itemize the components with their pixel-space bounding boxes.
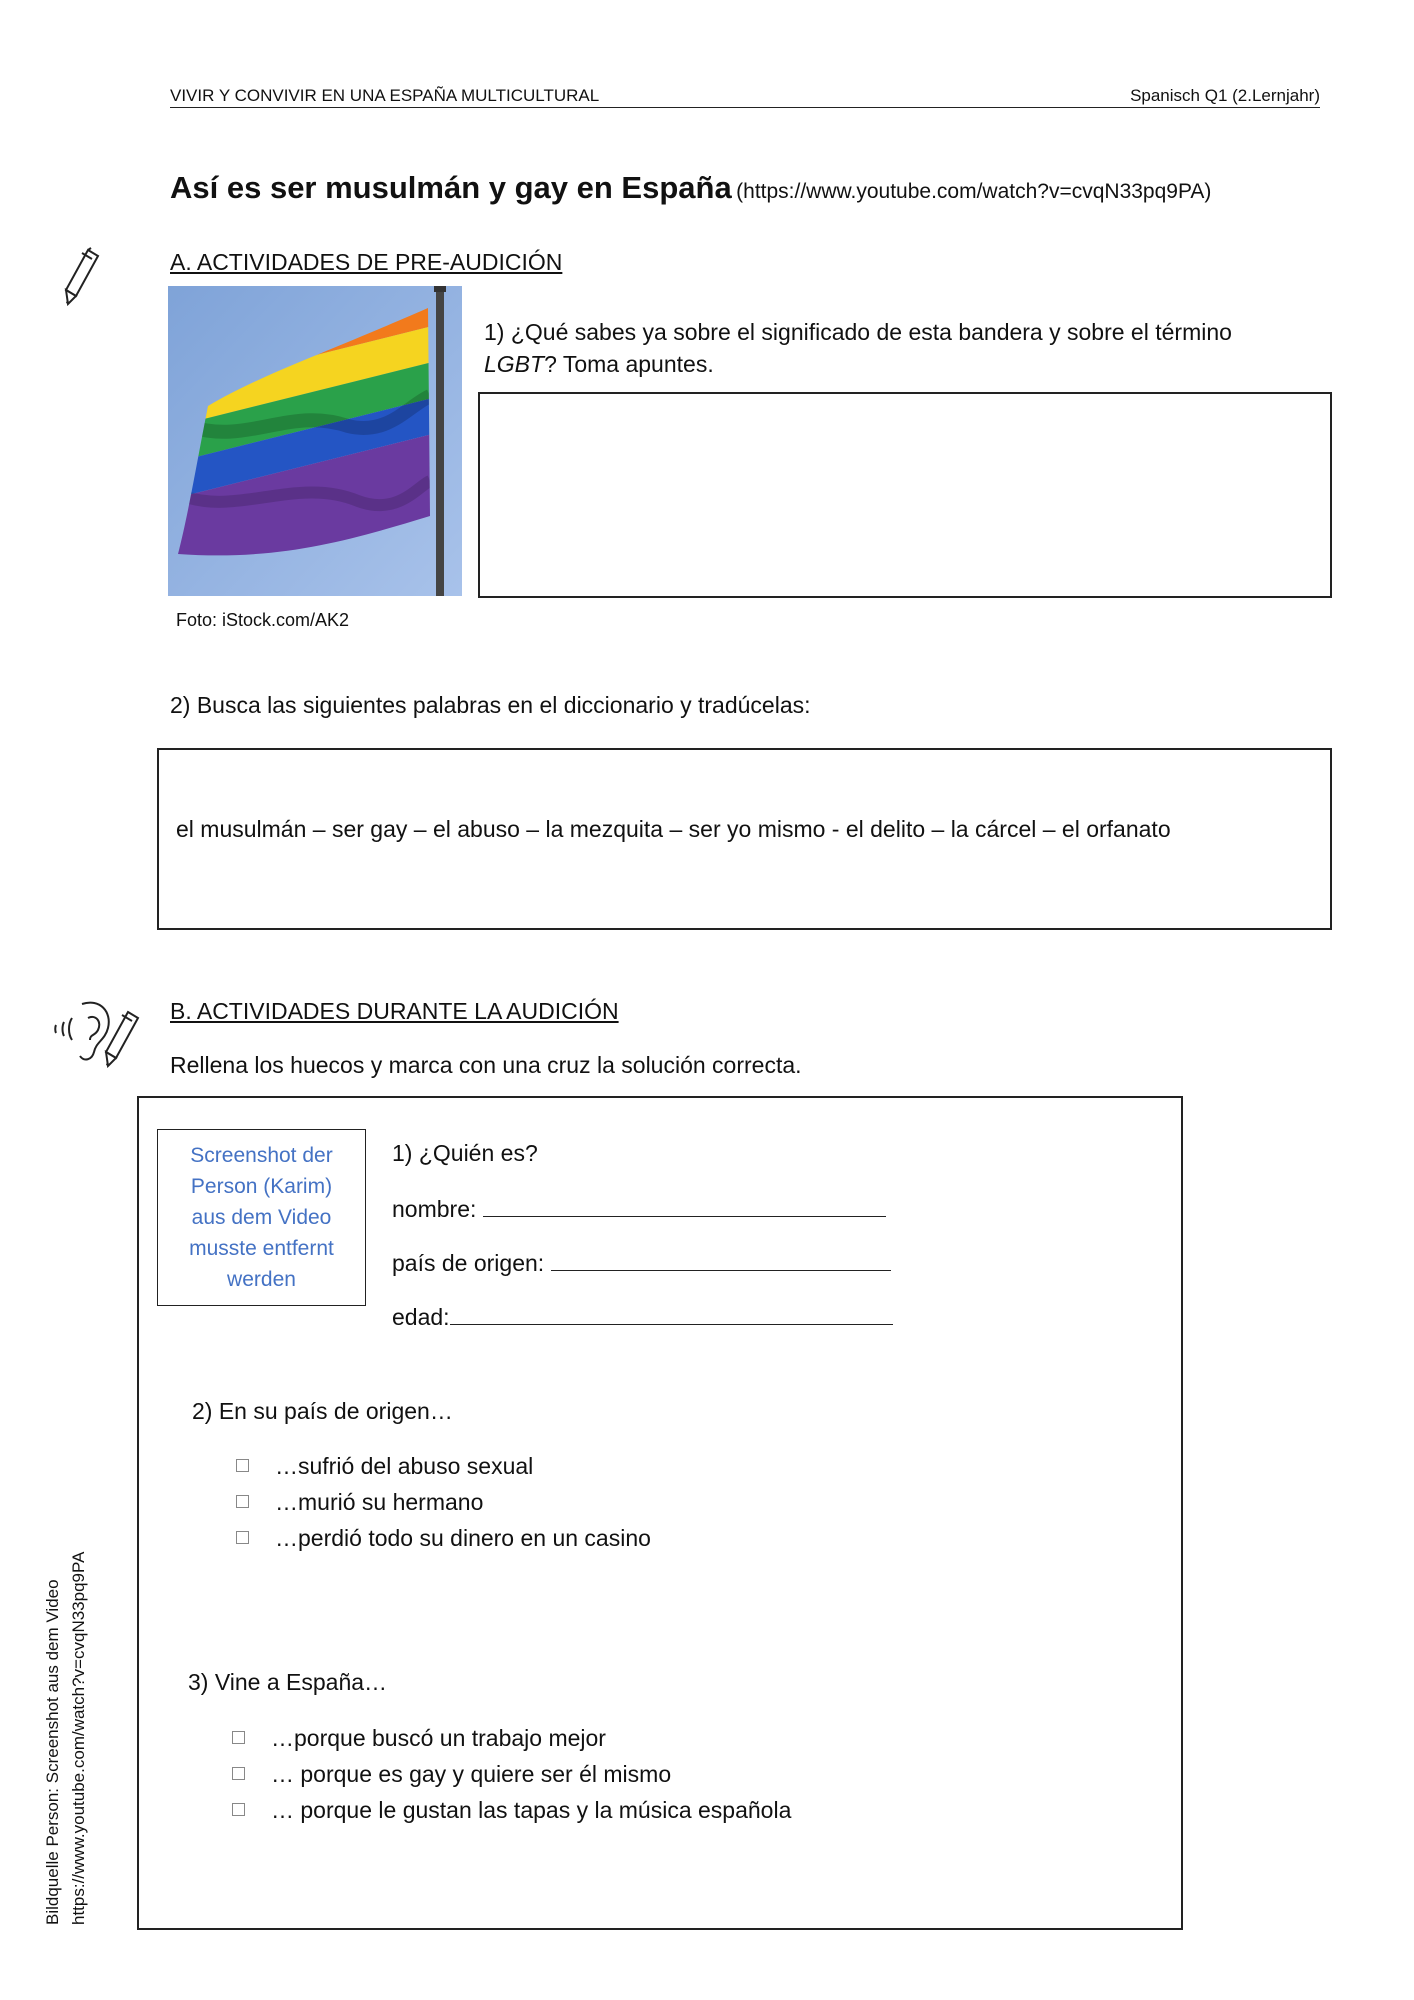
pencil-icon	[62, 246, 102, 306]
q3-option-label: … porque le gustan las tapas y la música española	[271, 1797, 792, 1823]
placeholder-line: Screenshot der	[190, 1144, 333, 1167]
rainbow-flag-photo	[168, 286, 462, 596]
image-source-line-1: Bildquelle Person: Screenshot aus dem Video	[43, 1579, 62, 1925]
q3-option[interactable]	[232, 1797, 791, 1824]
q3-option-label: …porque buscó un trabajo mejor	[271, 1725, 606, 1751]
placeholder-line: aus dem Video	[191, 1206, 332, 1229]
q1-text-end: ? Toma apuntes.	[544, 351, 714, 377]
q2-option-label: …murió su hermano	[275, 1489, 484, 1515]
question-who: 1) ¿Quién es?	[392, 1140, 538, 1166]
pencil-icon	[102, 1008, 142, 1068]
q3-option-label: … porque es gay y quiere ser él mismo	[271, 1761, 672, 1787]
placeholder-line: werden	[227, 1268, 296, 1291]
header-rule	[170, 107, 1320, 108]
image-source-note	[40, 1552, 92, 1925]
q1-text: 1) ¿Qué sabes ya sobre el significado de esta bandera y sobre el término	[484, 319, 1232, 345]
image-source-line-2: https://www.youtube.com/watch?v=cvqN33pq9PA	[69, 1551, 88, 1925]
header-title: VIVIR Y CONVIVIR EN UNA ESPAÑA MULTICULTURAL	[170, 86, 600, 105]
field-country-row	[392, 1248, 891, 1277]
q3-option[interactable]	[232, 1761, 671, 1788]
field-name-row	[392, 1194, 886, 1223]
notes-answer-box[interactable]	[478, 392, 1332, 598]
header-course: Spanisch Q1 (2.Lernjahr)	[1130, 86, 1320, 105]
person-image-placeholder	[157, 1129, 366, 1306]
checkbox[interactable]	[236, 1531, 249, 1544]
age-blank[interactable]	[450, 1302, 893, 1325]
checkbox[interactable]	[236, 1459, 249, 1472]
checkbox[interactable]	[236, 1495, 249, 1508]
q2-option[interactable]	[236, 1489, 483, 1516]
field-age-row	[392, 1302, 893, 1331]
checkbox[interactable]	[232, 1767, 245, 1780]
question-origin: 2) En su país de origen…	[192, 1398, 453, 1424]
video-url[interactable]: (https://www.youtube.com/watch?v=cvqN33pq9PA)	[736, 180, 1212, 203]
q1-term: LGBT	[484, 351, 545, 377]
field-age-label: edad:	[392, 1304, 450, 1330]
vocabulary-box	[157, 748, 1332, 930]
section-a-heading: A. ACTIVIDADES DE PRE-AUDICIÓN	[170, 249, 563, 275]
photo-credit: Foto: iStock.com/AK2	[176, 610, 350, 630]
title-main: Así es ser musulmán y gay en España	[170, 170, 732, 205]
q3-option[interactable]	[232, 1725, 606, 1752]
q2-option-label: …sufrió del abuso sexual	[275, 1453, 534, 1479]
instruction-text: Rellena los huecos y marca con una cruz la solución correcta.	[170, 1052, 802, 1078]
field-name-label: nombre:	[392, 1196, 477, 1222]
country-blank[interactable]	[551, 1248, 891, 1271]
question-1-pre	[484, 316, 1304, 380]
vocabulary-words: el musulmán – ser gay – el abuso – la mezquita – ser yo mismo - el delito – la cárcel – el orfanato	[176, 816, 1171, 842]
checkbox[interactable]	[232, 1803, 245, 1816]
placeholder-line: musste entfernt	[189, 1237, 334, 1260]
section-b-heading: B. ACTIVIDADES DURANTE LA AUDICIÓN	[170, 998, 619, 1024]
question-spain: 3) Vine a España…	[188, 1669, 388, 1695]
name-blank[interactable]	[483, 1194, 886, 1217]
placeholder-line: Person (Karim)	[190, 1175, 333, 1198]
page-title	[170, 170, 1211, 206]
q2-option[interactable]	[236, 1525, 651, 1552]
field-country-label: país de origen:	[392, 1250, 545, 1276]
listening-exercise-box	[137, 1096, 1183, 1930]
question-2-prompt: 2) Busca las siguientes palabras en el diccionario y tradúcelas:	[170, 692, 811, 718]
q2-option-label: …perdió todo su dinero en un casino	[275, 1525, 651, 1551]
q2-option[interactable]	[236, 1453, 533, 1480]
checkbox[interactable]	[232, 1731, 245, 1744]
